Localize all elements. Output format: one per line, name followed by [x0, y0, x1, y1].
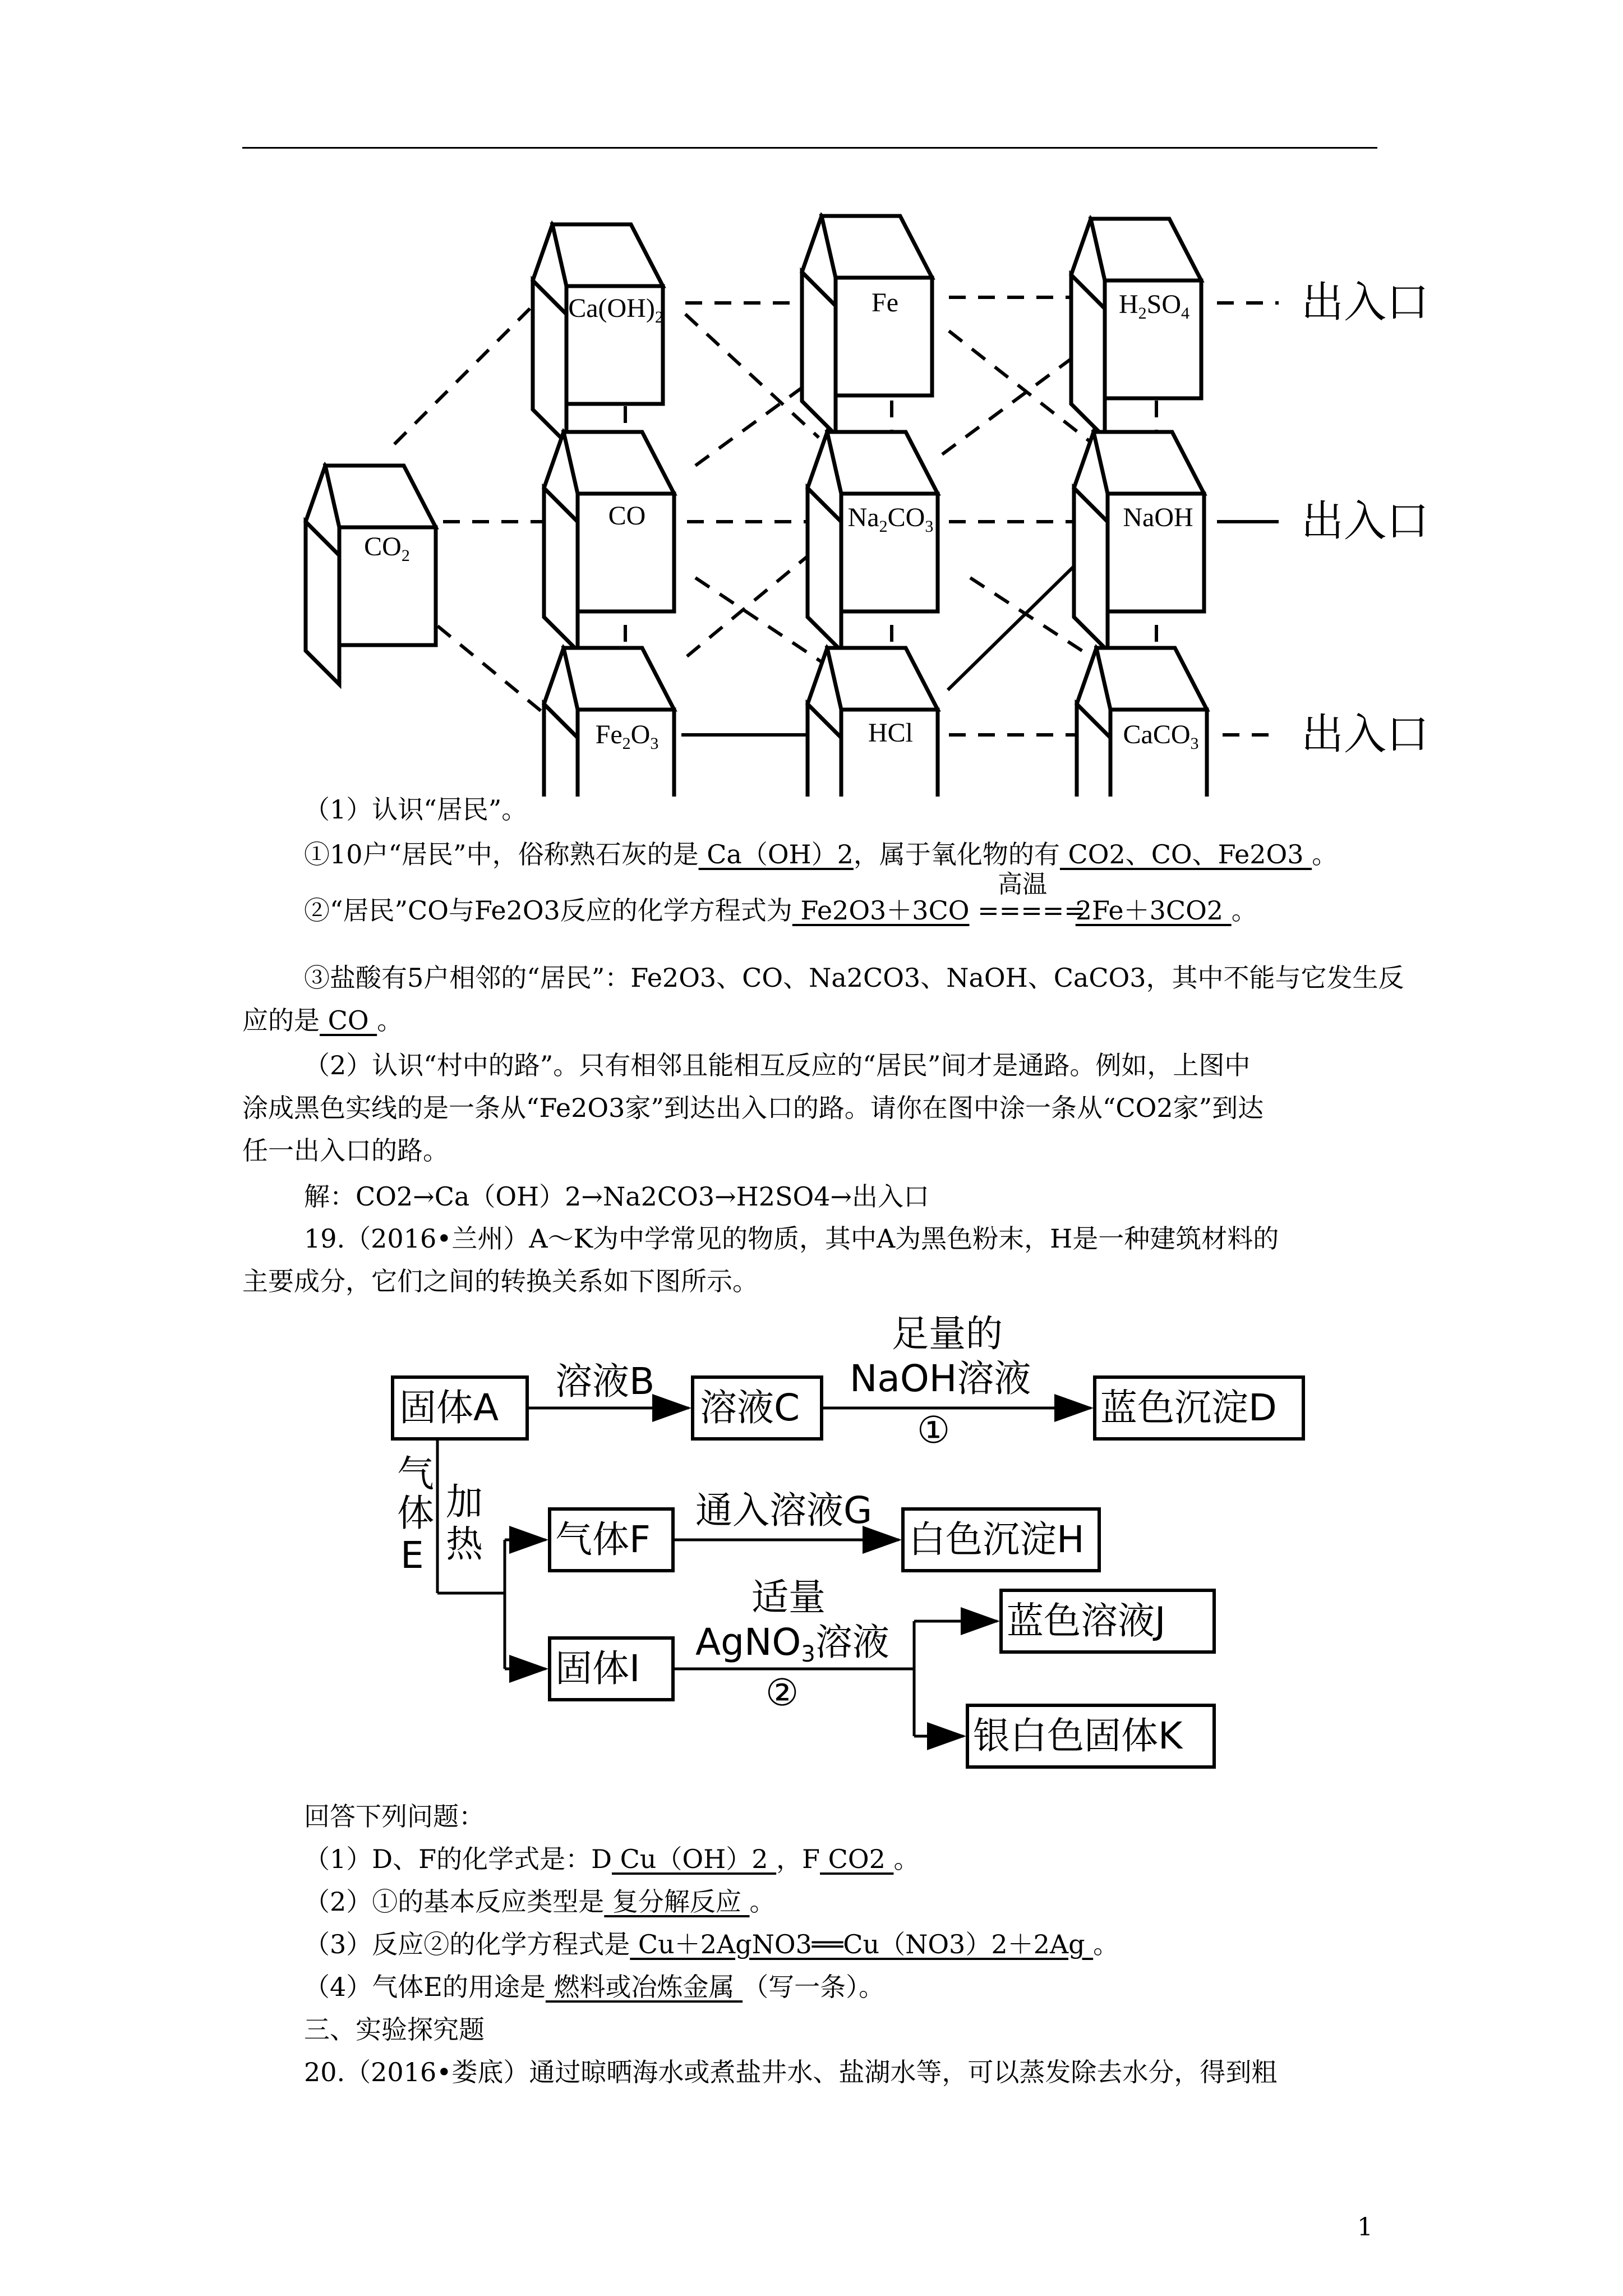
- house-naoh: [1074, 432, 1204, 651]
- house-fe: [802, 216, 932, 435]
- q19-answer-1: （1）D、F的化学式是：D Cu（OH）2 ，F CO2 。: [304, 1844, 920, 1874]
- label-co: CO: [608, 501, 646, 531]
- q18-item2: ②“居民”CO与Fe2O3反应的化学方程式为 Fe2O3＋3CO 高温 ===== 2Fe＋3CO2 。: [304, 889, 1257, 932]
- label-fe: Fe: [872, 288, 898, 318]
- answer-d: Cu（OH）2: [611, 1844, 777, 1874]
- question-20-line1: 20.（2016•娄底）通过晾晒海水或煮盐井水、盐湖水等，可以蒸发除去水分，得到粗: [304, 2057, 1278, 2087]
- house-h2so4: [1071, 219, 1201, 438]
- flow-solution-b: 溶液B: [555, 1360, 655, 1403]
- flow-appropriate: 适量: [751, 1576, 826, 1619]
- house-co: [544, 432, 674, 651]
- q18-item3-line2: 应的是 CO 。: [242, 1005, 403, 1036]
- answer-reaction-type: 复分解反应: [604, 1887, 750, 1917]
- label-hcl: HCl: [868, 718, 914, 748]
- label-ca-oh2: $Ca(OH)_2$: [568, 293, 663, 326]
- answer-oxides: CO2、CO、Fe2O3: [1059, 839, 1312, 869]
- label-naoh: NaOH: [1123, 503, 1193, 532]
- q18-part2-line1: （2）认识“村中的路”。只有相邻且能相互反应的“居民”间才是通路。例如，上图中: [304, 1050, 1251, 1080]
- flow-gas-f: 气体F: [555, 1518, 651, 1561]
- entrance-label-bottom: 出入口: [1301, 709, 1429, 759]
- entrance-label-top: 出入口: [1301, 277, 1429, 327]
- question-19-text: [242, 1217, 1377, 1307]
- flow-naoh-top: 足量的: [892, 1312, 1003, 1355]
- label-h2so4: $H_2SO_4$: [1118, 289, 1190, 323]
- flow-heat-2: 热: [446, 1522, 483, 1566]
- answer-no-reaction: CO: [320, 1005, 377, 1036]
- q19-line2: 主要成分，它们之间的转换关系如下图所示。: [242, 1266, 758, 1296]
- house-ca-oh2: [533, 224, 663, 443]
- flow-step1: ①: [917, 1409, 951, 1452]
- house-na2co3: [808, 432, 938, 651]
- flow-silver-solid-k: 银白色固体K: [973, 1714, 1183, 1757]
- q18-part1-title: （1）认识“居民”。: [304, 794, 528, 825]
- answer-equation-2: Cu＋2AgNO3══Cu（NO3）2＋2Ag: [630, 1929, 1094, 1959]
- entrance-label-middle: 出入口: [1301, 496, 1429, 546]
- answer-gas-e-use: 燃料或冶炼金属: [545, 1972, 743, 2002]
- flow-gas-e-3: E: [400, 1534, 424, 1577]
- flow-step2: ②: [766, 1671, 799, 1714]
- answer-equation-left: Fe2O3＋3CO: [792, 895, 970, 926]
- q19-answer-3: （3）反应②的化学方程式是 Cu＋2AgNO3══Cu（NO3）2＋2Ag 。: [304, 1929, 1119, 1959]
- flow-into-g: 通入溶液G: [695, 1489, 873, 1532]
- flow-heat-1: 加: [446, 1480, 483, 1524]
- q19-answer-intro: 回答下列问题：: [304, 1801, 485, 1832]
- flow-naoh-mid: NaOH溶液: [850, 1357, 1031, 1400]
- q19-line1: 19.（2016•兰州）A～K为中学常见的物质，其中A为黑色粉末，H是一种建筑材料的: [304, 1223, 1279, 1254]
- house-co2: [306, 466, 436, 684]
- label-fe2o3: $Fe_2O_3$: [595, 720, 659, 753]
- label-caco3: CaCO$_3$: [1123, 720, 1199, 753]
- q18-part2-line2: 涂成黑色实线的是一条从“Fe2O3家”到达出入口的路。请你在图中涂一条从“CO2家”到达: [242, 1093, 1264, 1123]
- flow-white-ppt-h: 白色沉淀H: [909, 1518, 1085, 1561]
- q18-item3-line1: ③盐酸有5户相邻的“居民”：Fe2O3、CO、Na2CO3、NaOH、CaCO3，其中不能与它发生反: [304, 963, 1404, 993]
- flow-agno3: AgNO3溶液: [695, 1621, 889, 1667]
- q18-solution: 解：CO2→Ca（OH）2→Na2CO3→H2SO4→出入口: [304, 1181, 930, 1212]
- page-number: 1: [1357, 2213, 1373, 2242]
- answer-slaked-lime: Ca（OH）2: [698, 839, 854, 869]
- flow-solution-c: 溶液C: [700, 1386, 800, 1429]
- flow-blue-ppt-d: 蓝色沉淀D: [1100, 1386, 1277, 1429]
- flow-gas-e-1: 气: [397, 1452, 434, 1496]
- flow-blue-sol-j: 蓝色溶液J: [1007, 1599, 1166, 1642]
- q18-part2-line3: 任一出入口的路。: [242, 1135, 449, 1166]
- answer-f: CO2: [820, 1844, 894, 1874]
- q18-item1: ①10户“居民”中，俗称熟石灰的是 Ca（OH）2，属于氧化物的有 CO2、CO、Fe2O3 。: [304, 839, 1338, 869]
- flow-solid-a: 固体A: [399, 1386, 499, 1429]
- village-diagram: [0, 0, 1623, 797]
- question-18-text: [242, 788, 1404, 1248]
- flow-gas-e-2: 体: [397, 1492, 434, 1535]
- q19-answer-2: （2）①的基本反应类型是 复分解反应 。: [304, 1887, 776, 1917]
- answer-equation-right: 2Fe＋3CO2: [1075, 895, 1232, 926]
- question-19-answers: [242, 1795, 1377, 2188]
- q19-answer-4: （4）气体E的用途是 燃料或冶炼金属 （写一条）。: [304, 1972, 885, 2002]
- label-co2: $CO_2$: [364, 532, 410, 565]
- label-na2co3: $Na_2CO_3$: [847, 503, 934, 536]
- reaction-condition: 高温 =====: [978, 870, 1086, 926]
- section-3-title: 三、实验探究题: [304, 2014, 485, 2045]
- flow-solid-i: 固体I: [555, 1647, 640, 1690]
